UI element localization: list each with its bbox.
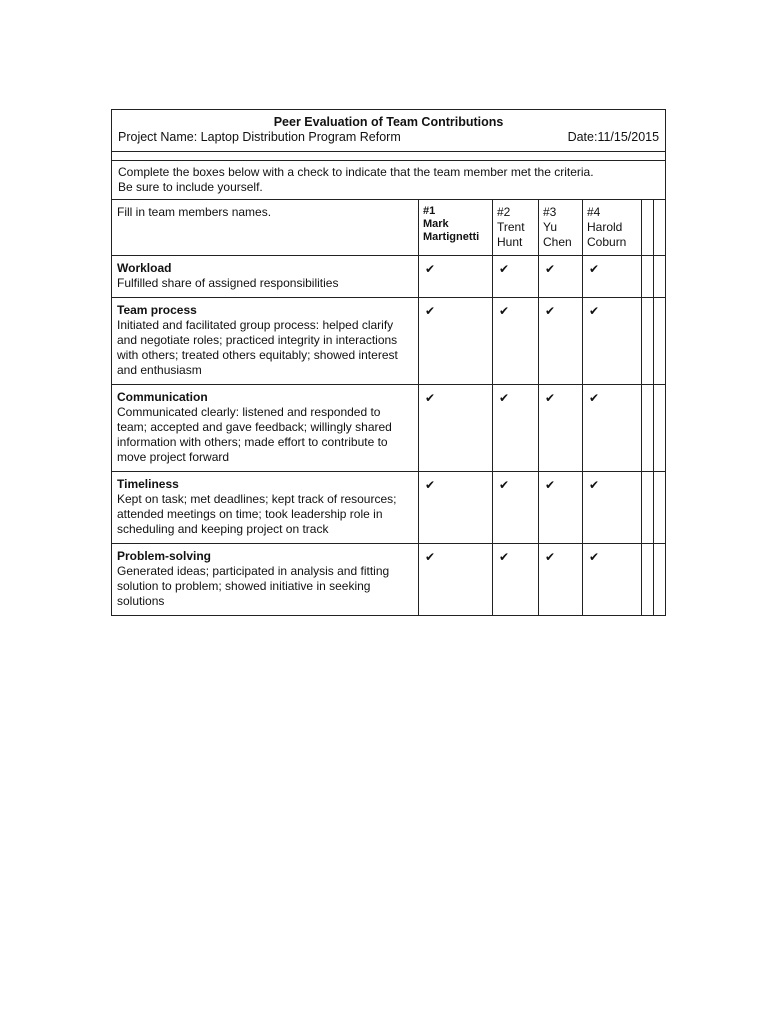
check-cell[interactable]: ✔ [419,472,493,544]
check-cell[interactable]: ✔ [539,544,583,616]
check-cell[interactable]: ✔ [539,472,583,544]
member-2-last: Hunt [497,235,523,249]
project-name: Project Name: Laptop Distribution Program Reform [118,130,401,144]
extra-column-2[interactable] [654,200,666,256]
criterion-description: Initiated and facilitated group process: helped clarify and negotiate roles; practiced integrity in interactions with others; treated others equitably; showed interest and enthusiasm [117,318,398,377]
check-cell[interactable]: ✔ [583,544,642,616]
criterion-title: Workload [117,261,172,275]
criterion-workload [112,256,419,298]
names-prompt: Fill in team members names. [112,200,419,256]
member-4-header[interactable] [583,200,642,256]
criterion-timeliness [112,472,419,544]
member-1-header[interactable] [419,200,493,256]
check-cell[interactable]: ✔ [493,544,539,616]
member-2-header[interactable] [493,200,539,256]
form-title: Peer Evaluation of Team Contributions [273,115,504,129]
check-cell[interactable]: ✔ [493,385,539,472]
check-cell[interactable]: ✔ [493,256,539,298]
empty-check-cell[interactable] [642,256,654,298]
check-cell[interactable]: ✔ [419,385,493,472]
check-cell[interactable]: ✔ [419,544,493,616]
empty-check-cell[interactable] [642,544,654,616]
criterion-description: Kept on task; met deadlines; kept track of resources; attended meetings on time; took leadership role in scheduling and keeping project on track [117,492,397,536]
criterion-description: Fulfilled share of assigned responsibilities [117,276,339,290]
member-4-number: #4 [587,205,601,219]
member-1-last: Martignetti [423,231,480,243]
member-1-number: #1 [423,205,436,217]
criterion-title: Team process [117,303,197,317]
evaluation-table [111,109,666,616]
member-1-first: Mark [423,218,449,230]
check-cell[interactable]: ✔ [419,256,493,298]
criterion-title: Problem-solving [117,549,212,563]
peer-evaluation-form [111,109,665,616]
extra-column-1[interactable] [642,200,654,256]
criterion-communication [112,385,419,472]
form-date: Date:11/15/2015 [567,130,660,144]
check-cell[interactable]: ✔ [493,472,539,544]
criterion-title: Timeliness [117,477,179,491]
check-cell[interactable]: ✔ [583,256,642,298]
empty-check-cell[interactable] [654,472,666,544]
member-4-first: Harold [587,220,623,234]
check-cell[interactable]: ✔ [493,298,539,385]
empty-check-cell[interactable] [654,544,666,616]
check-cell[interactable]: ✔ [539,298,583,385]
spacer-row [112,152,666,161]
check-cell[interactable]: ✔ [419,298,493,385]
criterion-description: Generated ideas; participated in analysis and fitting solution to problem; showed initiative in seeking solutions [117,564,390,608]
check-cell[interactable]: ✔ [539,385,583,472]
check-cell[interactable]: ✔ [539,256,583,298]
criterion-team-process [112,298,419,385]
empty-check-cell[interactable] [654,256,666,298]
member-2-first: Trent [497,220,525,234]
empty-check-cell[interactable] [654,385,666,472]
member-3-first: Yu [543,220,558,234]
criterion-description: Communicated clearly: listened and responded to team; accepted and gave feedback; willingly shared information with others; made effort to contribute to move project forward [117,405,392,464]
instructions [112,161,666,200]
member-3-last: Chen [543,235,572,249]
check-cell[interactable]: ✔ [583,298,642,385]
instructions-line-2: Be sure to include yourself. [118,180,263,194]
check-cell[interactable]: ✔ [583,385,642,472]
member-3-header[interactable] [539,200,583,256]
member-3-number: #3 [543,205,557,219]
form-header [112,110,666,152]
check-cell[interactable]: ✔ [583,472,642,544]
criterion-problem-solving [112,544,419,616]
empty-check-cell[interactable] [642,472,654,544]
member-2-number: #2 [497,205,511,219]
instructions-line-1: Complete the boxes below with a check to indicate that the team member met the criteria. [118,165,594,179]
empty-check-cell[interactable] [642,298,654,385]
criterion-title: Communication [117,390,208,404]
member-4-last: Coburn [587,235,627,249]
empty-check-cell[interactable] [654,298,666,385]
empty-check-cell[interactable] [642,385,654,472]
